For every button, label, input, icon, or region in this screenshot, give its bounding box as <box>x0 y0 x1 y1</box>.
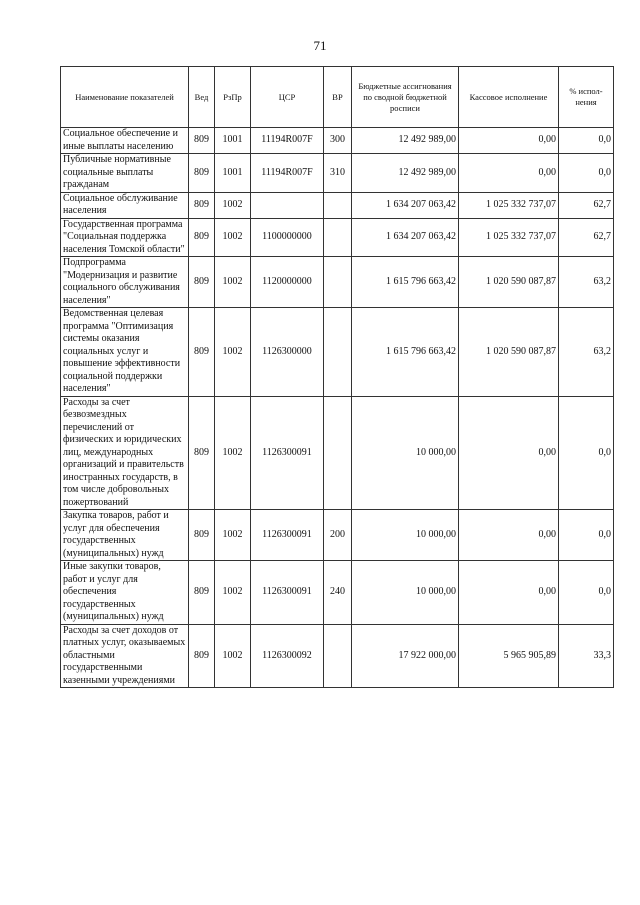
table-row <box>61 510 614 561</box>
cell-budget: 12 492 989,00 <box>352 128 459 154</box>
cell-rzpr: 1002 <box>215 510 251 561</box>
cell-cash: 0,00 <box>459 561 559 625</box>
cell-ved: 809 <box>189 308 215 397</box>
cell-csr: 1126300091 <box>251 396 324 510</box>
table-row <box>61 154 614 193</box>
cell-name: Социальное обслуживание населения <box>61 192 189 218</box>
cell-budget: 1 634 207 063,42 <box>352 192 459 218</box>
cell-cash: 1 025 332 737,07 <box>459 192 559 218</box>
cell-name: Подпрограмма "Модернизация и развитие социального обслуживания населения" <box>61 257 189 308</box>
header-budget: Бюджетные ассигнования по сводной бюджетной росписи <box>352 67 459 128</box>
header-pct: % испол-нения <box>559 67 614 128</box>
cell-pct: 0,0 <box>559 396 614 510</box>
cell-rzpr: 1002 <box>215 624 251 688</box>
cell-rzpr: 1001 <box>215 128 251 154</box>
cell-vr: 240 <box>324 561 352 625</box>
cell-csr: 11194R007F <box>251 154 324 193</box>
cell-vr <box>324 192 352 218</box>
table-row <box>61 624 614 688</box>
cell-vr <box>324 257 352 308</box>
cell-budget: 10 000,00 <box>352 510 459 561</box>
table-header-row <box>61 67 614 128</box>
table-row <box>61 308 614 397</box>
cell-cash: 0,00 <box>459 396 559 510</box>
cell-vr <box>324 396 352 510</box>
cell-ved: 809 <box>189 218 215 257</box>
cell-vr <box>324 218 352 257</box>
table-body <box>61 128 614 688</box>
cell-ved: 809 <box>189 154 215 193</box>
cell-pct: 0,0 <box>559 128 614 154</box>
cell-cash: 0,00 <box>459 128 559 154</box>
cell-rzpr: 1002 <box>215 218 251 257</box>
cell-ved: 809 <box>189 396 215 510</box>
cell-vr: 300 <box>324 128 352 154</box>
cell-ved: 809 <box>189 624 215 688</box>
cell-budget: 1 634 207 063,42 <box>352 218 459 257</box>
cell-csr: 1126300000 <box>251 308 324 397</box>
cell-budget: 10 000,00 <box>352 561 459 625</box>
cell-budget: 12 492 989,00 <box>352 154 459 193</box>
cell-csr: 1100000000 <box>251 218 324 257</box>
page-number: 71 <box>313 38 327 53</box>
header-ved: Вед <box>189 67 215 128</box>
cell-name: Иные закупки товаров, работ и услуг для обеспечения государственных (муниципальных) нужд <box>61 561 189 625</box>
cell-csr: 1120000000 <box>251 257 324 308</box>
header-csr: ЦСР <box>251 67 324 128</box>
cell-csr: 11194R007F <box>251 128 324 154</box>
cell-csr: 1126300092 <box>251 624 324 688</box>
cell-cash: 0,00 <box>459 510 559 561</box>
cell-vr <box>324 624 352 688</box>
table-row <box>61 257 614 308</box>
header-rzpr: РзПр <box>215 67 251 128</box>
table-row <box>61 218 614 257</box>
cell-name: Закупка товаров, работ и услуг для обеспечения государственных (муниципальных) нужд <box>61 510 189 561</box>
cell-name: Социальное обеспечение и иные выплаты населению <box>61 128 189 154</box>
header-name: Наименование показателей <box>61 67 189 128</box>
cell-budget: 10 000,00 <box>352 396 459 510</box>
cell-budget: 1 615 796 663,42 <box>352 308 459 397</box>
cell-cash: 5 965 905,89 <box>459 624 559 688</box>
cell-budget: 1 615 796 663,42 <box>352 257 459 308</box>
cell-ved: 809 <box>189 257 215 308</box>
cell-vr: 310 <box>324 154 352 193</box>
cell-name: Публичные нормативные социальные выплаты гражданам <box>61 154 189 193</box>
table-row <box>61 561 614 625</box>
cell-budget: 17 922 000,00 <box>352 624 459 688</box>
cell-cash: 1 025 332 737,07 <box>459 218 559 257</box>
cell-ved: 809 <box>189 561 215 625</box>
cell-vr: 200 <box>324 510 352 561</box>
cell-ved: 809 <box>189 128 215 154</box>
cell-name: Государственная программа "Социальная поддержка населения Томской области" <box>61 218 189 257</box>
cell-pct: 33,3 <box>559 624 614 688</box>
cell-vr <box>324 308 352 397</box>
cell-rzpr: 1002 <box>215 192 251 218</box>
cell-pct: 0,0 <box>559 510 614 561</box>
budget-execution-table <box>60 66 614 688</box>
cell-rzpr: 1002 <box>215 396 251 510</box>
table-row <box>61 396 614 510</box>
cell-pct: 63,2 <box>559 257 614 308</box>
cell-pct: 0,0 <box>559 154 614 193</box>
cell-name: Расходы за счет безвозмездных перечислений от физических и юридических лиц, международных организаций и правительств иностранных государств, в том числе добровольных пожертвований <box>61 396 189 510</box>
cell-rzpr: 1001 <box>215 154 251 193</box>
cell-cash: 0,00 <box>459 154 559 193</box>
cell-ved: 809 <box>189 510 215 561</box>
header-cash: Кассовое исполнение <box>459 67 559 128</box>
cell-name: Расходы за счет доходов от платных услуг, оказываемых областными государственными казенными учреждениями <box>61 624 189 688</box>
table-row <box>61 192 614 218</box>
cell-pct: 63,2 <box>559 308 614 397</box>
cell-csr: 1126300091 <box>251 510 324 561</box>
cell-rzpr: 1002 <box>215 561 251 625</box>
cell-csr: 1126300091 <box>251 561 324 625</box>
cell-ved: 809 <box>189 192 215 218</box>
cell-pct: 62,7 <box>559 192 614 218</box>
cell-pct: 0,0 <box>559 561 614 625</box>
cell-name: Ведомственная целевая программа "Оптимизация системы оказания социальных услуг и повышение эффективности социальной поддержки населения" <box>61 308 189 397</box>
header-vr: ВР <box>324 67 352 128</box>
cell-rzpr: 1002 <box>215 308 251 397</box>
cell-cash: 1 020 590 087,87 <box>459 308 559 397</box>
table-row <box>61 128 614 154</box>
cell-csr <box>251 192 324 218</box>
cell-cash: 1 020 590 087,87 <box>459 257 559 308</box>
cell-pct: 62,7 <box>559 218 614 257</box>
cell-rzpr: 1002 <box>215 257 251 308</box>
